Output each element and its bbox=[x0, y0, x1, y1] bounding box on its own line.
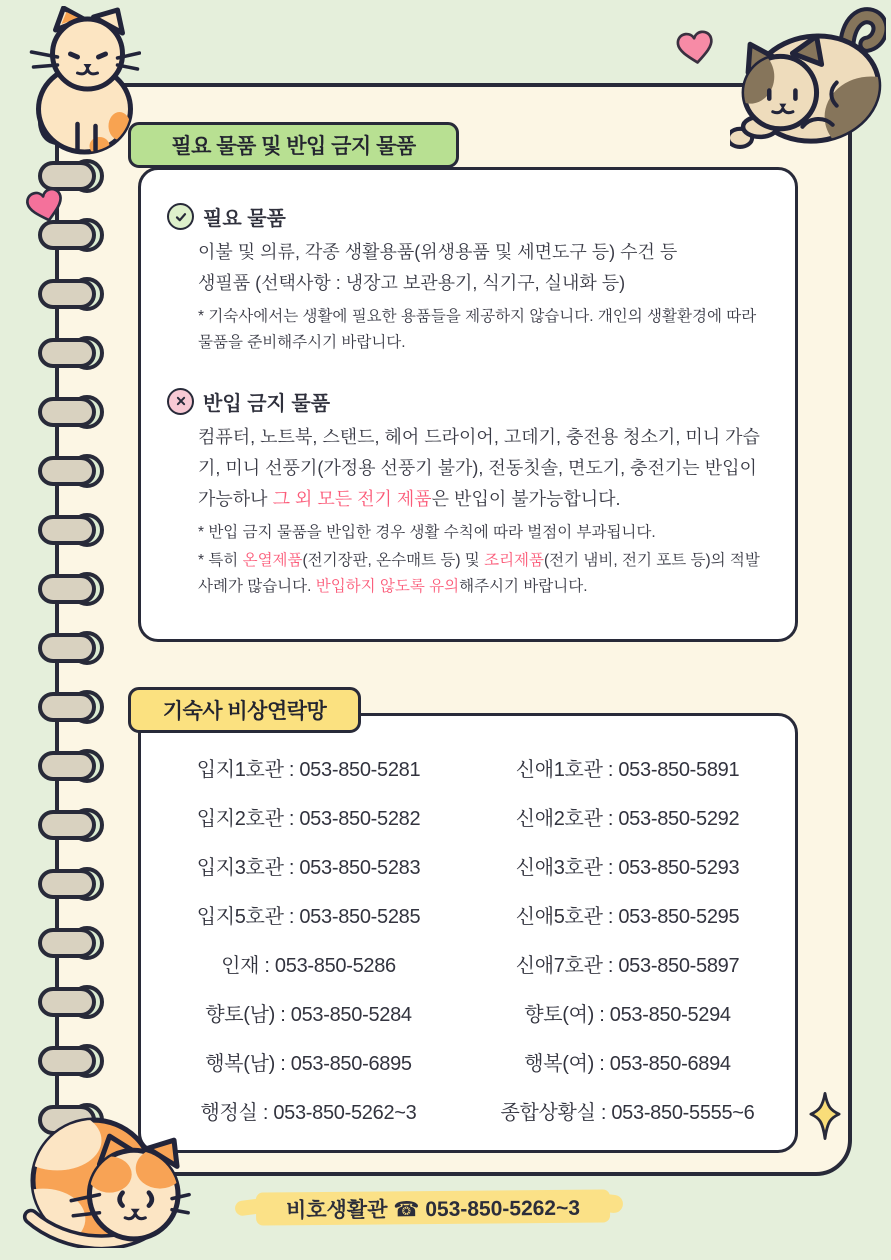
ring-bar bbox=[38, 161, 96, 191]
items-box bbox=[138, 167, 798, 642]
footer-contact-text: 비호생활관 ☎ 053-850-5262~3 bbox=[285, 1196, 581, 1222]
prohibited-items bbox=[198, 387, 769, 600]
contact-entry: 입지3호관 : 053-850-5283 bbox=[196, 857, 421, 879]
section-title-contacts bbox=[128, 687, 361, 733]
contact-entry: 행정실 : 053-850-5262~3 bbox=[200, 1102, 417, 1124]
contacts-box bbox=[138, 713, 798, 1153]
prohibited-items-heading-text: 반입 금지 물품 bbox=[203, 392, 331, 415]
contact-entry: 입지5호관 : 053-850-5285 bbox=[196, 906, 421, 928]
contact-entry: 신애7호관 : 053-850-5897 bbox=[515, 955, 740, 977]
spiral-ring bbox=[38, 394, 104, 430]
contact-entry: 향토(남) : 053-850-5284 bbox=[205, 1004, 412, 1026]
spiral-ring bbox=[38, 1043, 104, 1079]
spiral-ring bbox=[38, 866, 104, 902]
spiral-ring bbox=[38, 571, 104, 607]
contact-entry: 종합상황실 : 053-850-5555~6 bbox=[500, 1102, 755, 1124]
section-title-items-text: 필요 물품 및 반입 금지 물품 bbox=[171, 135, 416, 158]
required-items-note: * 기숙사에서는 생활에 필요한 용품들을 제공하지 않습니다. 개인의 생활환경에 따라 물품을 준비해주시기 바랍니다. bbox=[198, 307, 757, 351]
contact-entry: 행복(여) : 053-850-6894 bbox=[524, 1053, 731, 1075]
contact-entry: 행복(남) : 053-850-6895 bbox=[205, 1053, 412, 1075]
cat-bottom-left bbox=[14, 1112, 192, 1248]
check-circle-icon bbox=[167, 203, 194, 230]
spiral-ring bbox=[38, 453, 104, 489]
heart-top-right-icon bbox=[675, 29, 716, 68]
contact-entry: 입지2호관 : 053-850-5282 bbox=[196, 808, 421, 830]
spiral-ring bbox=[38, 630, 104, 666]
spiral-ring bbox=[38, 689, 104, 725]
required-items-line: 생필품 (선택사항 : 냉장고 보관용기, 식기구, 실내화 등) bbox=[198, 272, 626, 293]
required-items bbox=[198, 202, 769, 356]
prohibited-items-note1: * 반입 금지 물품을 반입한 경우 생활 수칙에 따라 벌점이 부과됩니다. bbox=[198, 523, 656, 541]
spiral-ring bbox=[38, 335, 104, 371]
spiral-ring bbox=[38, 512, 104, 548]
section-title-contacts-text: 기숙사 비상연락망 bbox=[162, 700, 327, 723]
spiral-ring bbox=[38, 276, 104, 312]
required-items-heading-text: 필요 물품 bbox=[203, 208, 286, 230]
pink-emphasis: 반입하지 않도록 유의 bbox=[315, 577, 460, 595]
spiral-ring bbox=[38, 925, 104, 961]
required-items-line: 이불 및 의류, 각종 생활용품(위생용품 및 세면도구 등) 수건 등 bbox=[198, 242, 678, 262]
cat-top-right bbox=[730, 6, 886, 152]
sparkle-icon bbox=[809, 1090, 841, 1142]
pink-emphasis: 온열제품 bbox=[242, 551, 303, 569]
prohibited-items-note2: * 특히 온열제품(전기장판, 온수매트 등) 및 조리제품(전기 냄비, 전기 포트 등)의 적발 사례가 많습니다. 반입하지 않도록 유의해주시기 바랍니다. bbox=[198, 551, 760, 595]
pink-emphasis: 그 외 모든 전기 제품 bbox=[272, 488, 432, 509]
x-circle-icon bbox=[167, 388, 194, 415]
contact-entry: 입지1호관 : 053-850-5281 bbox=[196, 759, 421, 781]
required-items-heading bbox=[167, 202, 769, 231]
section-title-items bbox=[128, 122, 459, 168]
cat-top-left bbox=[25, 6, 141, 156]
contact-entry: 신애1호관 : 053-850-5891 bbox=[515, 759, 740, 781]
spiral-ring bbox=[38, 807, 104, 843]
contact-entry: 신애3호관 : 053-850-5293 bbox=[515, 857, 740, 879]
contact-entry: 신애5호관 : 053-850-5295 bbox=[515, 906, 740, 928]
spiral-ring bbox=[38, 984, 104, 1020]
contact-entry: 인재 : 053-850-5286 bbox=[221, 955, 396, 977]
contact-entry: 향토(여) : 053-850-5294 bbox=[524, 1004, 731, 1026]
prohibited-items-paragraph: 컴퓨터, 노트북, 스탠드, 헤어 드라이어, 고데기, 충전용 청소기, 미니 가습기, 미니 선풍기(가정용 선풍기 불가), 전동칫솔, 면도기, 충전기는 반입이 가능하나 그 외 모든 전기 제품은 반입이 불가능합니다. bbox=[198, 426, 760, 509]
contact-entry: 신애2호관 : 053-850-5292 bbox=[515, 808, 740, 830]
footer-highlight bbox=[256, 1189, 610, 1225]
prohibited-items-heading bbox=[167, 387, 769, 416]
pink-emphasis: 조리제품 bbox=[484, 551, 544, 569]
spiral-ring bbox=[38, 748, 104, 784]
contact-list bbox=[149, 743, 787, 1135]
